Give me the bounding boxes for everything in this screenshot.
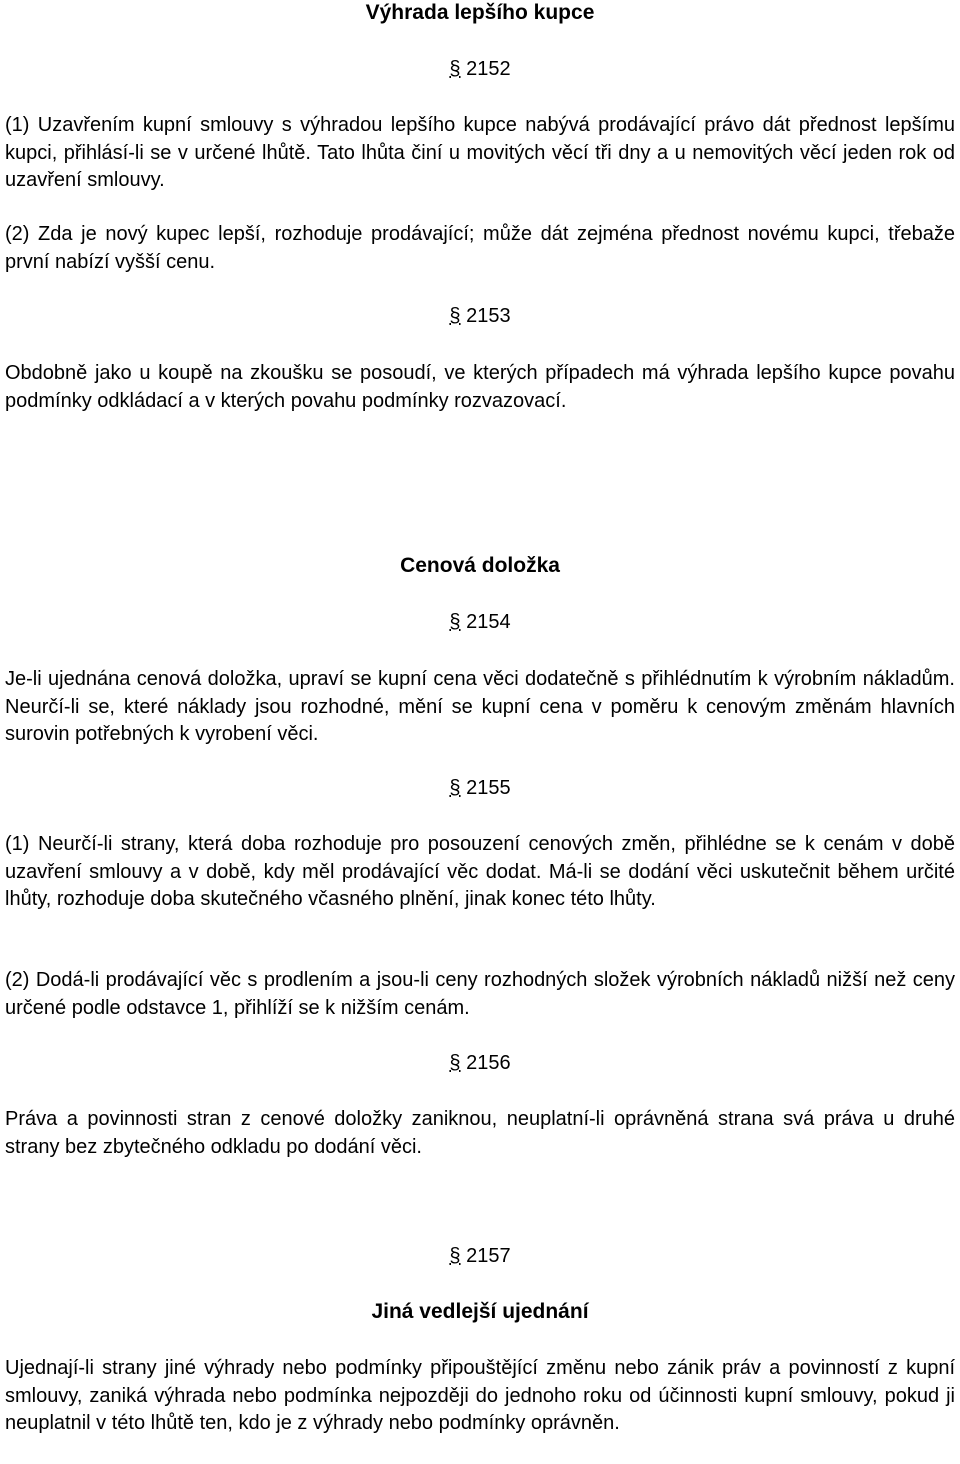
paragraph-2155-2: (2) Dodá-li prodávající věc s prodlením a jsou-li ceny rozhodných složek výrobních nákladů nižší než ceny určené podle odstavce 1, přihlíží se k nižším cenám. bbox=[5, 969, 955, 1019]
section-number-2152 bbox=[0, 56, 960, 82]
section-number-2154 bbox=[0, 609, 960, 635]
section-symbol: § bbox=[449, 611, 461, 633]
paragraph-2155-1: (1) Neurčí-li strany, která doba rozhoduje pro posouzení cenových změn, přihlédne se k cenám v době uzavření smlouvy a v době, kdy měl prodávající věc dodat. Má-li se dodání věci uskutečnit během určité lhůty, rozhoduje doba skutečného včasného plnění, jinak konec této lhůty. bbox=[5, 833, 955, 910]
section-symbol: § bbox=[449, 777, 461, 799]
section-symbol: § bbox=[449, 305, 461, 327]
section-number-text: 2152 bbox=[466, 58, 511, 80]
heading-vyhrada-lepsiho-kupce: Výhrada lepšího kupce bbox=[365, 1, 595, 24]
paragraph-2154: Je-li ujednána cenová doložka, upraví se kupní cena věci dodatečně s přihlédnutím k výrobním nákladům. Neurčí-li se, které náklady jsou rozhodné, mění se kupní cena v poměru k cenovým změnám hlavních surovin potřebných k vyrobení věci. bbox=[5, 668, 955, 745]
section-number-text: 2156 bbox=[466, 1052, 511, 1074]
section-number-2153 bbox=[0, 303, 960, 329]
heading-cenova-dolozka: Cenová doložka bbox=[400, 554, 560, 577]
paragraph-2156: Práva a povinnosti stran z cenové doložky zaniknou, neuplatní-li oprávněná strana svá práva u druhé strany bez zbytečného odkladu po dodání věci. bbox=[5, 1108, 955, 1158]
paragraph-2153: Obdobně jako u koupě na zkoušku se posoudí, ve kterých případech má výhrada lepšího kupce povahu podmínky odkládací a v kterých povahu podmínky rozvazovací. bbox=[5, 362, 955, 412]
paragraph-2152-2: (2) Zda je nový kupec lepší, rozhoduje prodávající; může dát zejména přednost novému kupci, třebaže první nabízí vyšší cenu. bbox=[5, 223, 955, 273]
paragraph-2152-1: (1) Uzavřením kupní smlouvy s výhradou lepšího kupce nabývá prodávající právo dát přednost lepšímu kupci, přihlásí-li se v určené lhůtě. Tato lhůta činí u movitých věcí tři dny a u nemovitých věcí jeden rok od uzavření smlouvy. bbox=[5, 114, 955, 191]
section-number-2156 bbox=[0, 1050, 960, 1076]
heading-jina-vedlejsi-ujednani: Jiná vedlejší ujednání bbox=[371, 1300, 589, 1323]
paragraph-2157: Ujednají-li strany jiné výhrady nebo podmínky připouštějící změnu nebo zánik práv a povinností z kupní smlouvy, zaniká výhrada nebo podmínka nejpozději do jednoho roku od účinnosti kupní smlouvy, pokud ji neuplatnil v této lhůtě ten, kdo je z výhrady nebo podmínky oprávněn. bbox=[5, 1357, 955, 1434]
section-number-text: 2157 bbox=[466, 1245, 511, 1267]
section-number-text: 2155 bbox=[466, 777, 511, 799]
section-symbol: § bbox=[449, 58, 461, 80]
section-number-2157 bbox=[0, 1243, 960, 1269]
section-number-text: 2154 bbox=[466, 611, 511, 633]
section-number-text: 2153 bbox=[466, 305, 511, 327]
section-number-2155 bbox=[0, 775, 960, 801]
section-symbol: § bbox=[449, 1245, 461, 1267]
section-symbol: § bbox=[449, 1052, 461, 1074]
